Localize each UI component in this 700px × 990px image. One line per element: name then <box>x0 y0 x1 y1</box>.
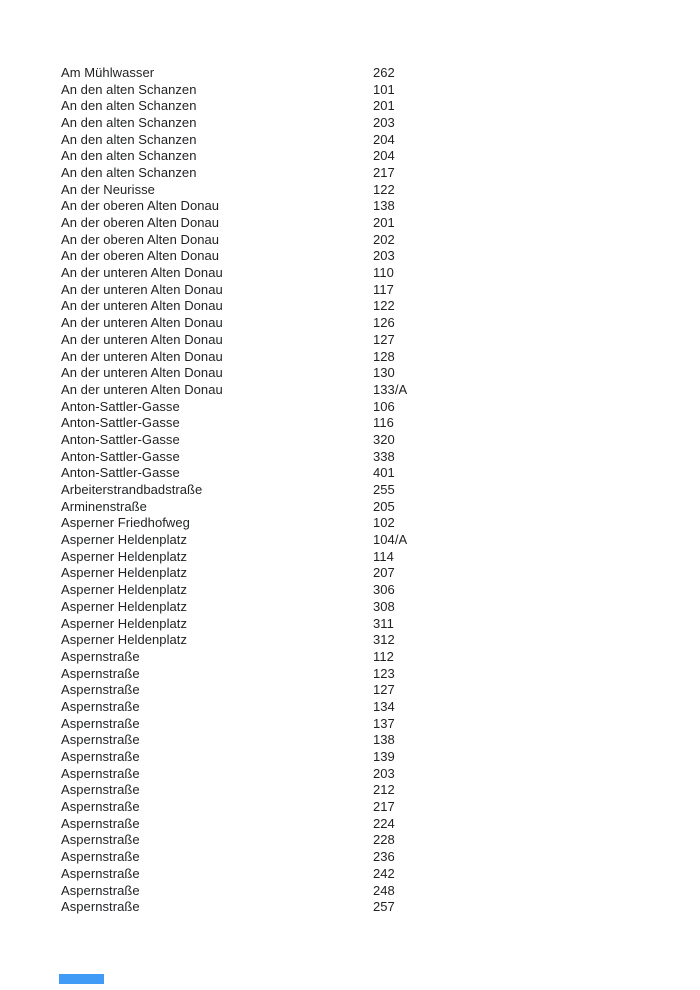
house-number-cell: 104/A <box>373 532 408 548</box>
table-row <box>61 431 407 448</box>
table-row <box>61 732 407 749</box>
table-row <box>61 698 407 715</box>
house-number-cell: 130 <box>373 365 395 381</box>
table-row <box>61 414 407 431</box>
table-row <box>61 481 407 498</box>
table-row <box>61 97 407 114</box>
street-name-cell: Aspernstraße <box>61 665 140 681</box>
table-row <box>61 131 407 148</box>
house-number-cell: 102 <box>373 515 395 531</box>
house-number-cell: 122 <box>373 181 395 197</box>
house-number-cell: 401 <box>373 465 395 481</box>
house-number-cell: 123 <box>373 665 395 681</box>
table-row <box>61 81 407 98</box>
house-number-cell: 217 <box>373 799 395 815</box>
table-row <box>61 548 407 565</box>
house-number-cell: 134 <box>373 698 395 714</box>
street-name-cell: An den alten Schanzen <box>61 98 197 114</box>
table-row <box>61 214 407 231</box>
table-row <box>61 715 407 732</box>
street-name-cell: Aspernstraße <box>61 782 140 798</box>
street-name-cell: Aspernstraße <box>61 698 140 714</box>
street-name-cell: An der unteren Alten Donau <box>61 348 223 364</box>
street-name-cell: Asperner Heldenplatz <box>61 632 188 648</box>
street-name-cell: An der unteren Alten Donau <box>61 281 223 297</box>
house-number-cell: 308 <box>373 598 395 614</box>
street-name-cell: Aspernstraße <box>61 865 140 881</box>
table-row <box>61 364 407 381</box>
street-name-cell: An den alten Schanzen <box>61 148 197 164</box>
house-number-cell: 212 <box>373 782 395 798</box>
table-row <box>61 164 407 181</box>
house-number-cell: 112 <box>373 648 394 664</box>
table-row <box>61 231 407 248</box>
house-number-cell: 236 <box>373 849 395 865</box>
table-row <box>61 615 407 632</box>
table-row <box>61 565 407 582</box>
table-row <box>61 782 407 799</box>
house-number-cell: 201 <box>373 98 395 114</box>
street-name-cell: Aspernstraße <box>61 682 140 698</box>
street-name-cell: Anton-Sattler-Gasse <box>61 398 180 414</box>
table-row <box>61 531 407 548</box>
house-number-cell: 114 <box>373 548 394 564</box>
street-name-cell: An der Neurisse <box>61 181 155 197</box>
table-row <box>61 581 407 598</box>
street-name-cell: Aspernstraße <box>61 899 140 915</box>
house-number-cell: 101 <box>373 81 395 97</box>
table-row <box>61 248 407 265</box>
street-name-cell: An der oberen Alten Donau <box>61 198 220 214</box>
table-row <box>61 181 407 198</box>
street-name-cell: An den alten Schanzen <box>61 164 197 180</box>
house-number-cell: 224 <box>373 815 395 831</box>
street-name-cell: Aspernstraße <box>61 799 140 815</box>
street-name-cell: An der unteren Alten Donau <box>61 381 223 397</box>
house-number-cell: 255 <box>373 482 395 498</box>
table-row <box>61 398 407 415</box>
street-name-cell: Arminenstraße <box>61 498 147 514</box>
table-row <box>61 147 407 164</box>
house-number-cell: 204 <box>373 131 395 147</box>
table-row <box>61 198 407 215</box>
house-number-cell: 106 <box>373 398 395 414</box>
house-number-cell: 203 <box>373 765 395 781</box>
house-number-cell: 117 <box>373 281 394 297</box>
table-row <box>61 314 407 331</box>
house-number-cell: 138 <box>373 732 395 748</box>
house-number-cell: 139 <box>373 749 395 765</box>
house-number-cell: 262 <box>373 64 395 80</box>
street-name-cell: An der unteren Alten Donau <box>61 365 223 381</box>
house-number-cell: 205 <box>373 498 395 514</box>
house-number-cell: 320 <box>373 431 395 447</box>
street-name-cell: Aspernstraße <box>61 732 140 748</box>
house-number-cell: 312 <box>373 632 395 648</box>
table-row <box>61 882 407 899</box>
street-name-cell: Aspernstraße <box>61 765 140 781</box>
table-row <box>61 765 407 782</box>
street-name-cell: An den alten Schanzen <box>61 131 197 147</box>
house-number-cell: 116 <box>373 415 394 431</box>
table-row <box>61 281 407 298</box>
street-name-cell: Asperner Heldenplatz <box>61 548 188 564</box>
house-number-cell: 133/A <box>373 381 408 397</box>
street-name-cell: Anton-Sattler-Gasse <box>61 415 180 431</box>
table-row <box>61 681 407 698</box>
table-row <box>61 665 407 682</box>
house-number-cell: 338 <box>373 448 395 464</box>
table-row <box>61 264 407 281</box>
house-number-cell: 242 <box>373 865 395 881</box>
street-name-cell: Am Mühlwasser <box>61 64 155 80</box>
street-name-cell: An der oberen Alten Donau <box>61 231 220 247</box>
house-number-cell: 248 <box>373 882 395 898</box>
table-row <box>61 465 407 482</box>
street-name-cell: An der unteren Alten Donau <box>61 265 223 281</box>
house-number-cell: 126 <box>373 315 395 331</box>
house-number-cell: 203 <box>373 114 395 130</box>
street-name-cell: Aspernstraße <box>61 882 140 898</box>
house-number-cell: 201 <box>373 215 395 231</box>
table-row <box>61 865 407 882</box>
house-number-cell: 127 <box>373 331 395 347</box>
street-name-cell: Aspernstraße <box>61 849 140 865</box>
street-name-cell: Aspernstraße <box>61 715 140 731</box>
house-number-cell: 202 <box>373 231 395 247</box>
table-row <box>61 832 407 849</box>
table-row <box>61 631 407 648</box>
street-name-cell: An der unteren Alten Donau <box>61 331 223 347</box>
house-number-cell: 217 <box>373 164 395 180</box>
street-name-cell: An der oberen Alten Donau <box>61 215 220 231</box>
table-row <box>61 114 407 131</box>
house-number-cell: 110 <box>373 265 394 281</box>
house-number-cell: 204 <box>373 148 395 164</box>
house-number-cell: 207 <box>373 565 395 581</box>
house-number-cell: 127 <box>373 682 395 698</box>
street-name-cell: Asperner Heldenplatz <box>61 615 188 631</box>
table-row <box>61 298 407 315</box>
table-row <box>61 898 407 915</box>
table-row <box>61 331 407 348</box>
street-name-cell: Asperner Heldenplatz <box>61 532 188 548</box>
street-name-cell: Asperner Friedhofweg <box>61 515 190 531</box>
table-row <box>61 648 407 665</box>
table-row <box>61 815 407 832</box>
street-name-cell: Asperner Heldenplatz <box>61 565 188 581</box>
street-name-cell: Anton-Sattler-Gasse <box>61 465 180 481</box>
street-name-cell: Anton-Sattler-Gasse <box>61 431 180 447</box>
street-name-cell: An den alten Schanzen <box>61 81 197 97</box>
house-number-cell: 137 <box>373 715 395 731</box>
street-name-cell: Arbeiterstrandbadstraße <box>61 482 203 498</box>
street-name-cell: Aspernstraße <box>61 648 140 664</box>
street-name-cell: An der unteren Alten Donau <box>61 298 223 314</box>
house-number-cell: 257 <box>373 899 395 915</box>
table-row <box>61 515 407 532</box>
house-number-cell: 138 <box>373 198 395 214</box>
street-name-cell: Aspernstraße <box>61 832 140 848</box>
table-row <box>61 848 407 865</box>
house-number-cell: 228 <box>373 832 395 848</box>
street-name-cell: Asperner Heldenplatz <box>61 598 188 614</box>
table-row <box>61 498 407 515</box>
house-number-cell: 128 <box>373 348 395 364</box>
selection-highlight <box>59 974 104 984</box>
street-name-cell: An den alten Schanzen <box>61 114 197 130</box>
street-name-cell: Aspernstraße <box>61 749 140 765</box>
table-row <box>61 348 407 365</box>
street-name-cell: An der unteren Alten Donau <box>61 315 223 331</box>
house-number-cell: 122 <box>373 298 395 314</box>
house-number-cell: 203 <box>373 248 395 264</box>
table-row <box>61 598 407 615</box>
street-name-cell: Aspernstraße <box>61 815 140 831</box>
address-list <box>61 64 407 915</box>
house-number-cell: 306 <box>373 582 395 598</box>
table-row <box>61 798 407 815</box>
street-name-cell: Anton-Sattler-Gasse <box>61 448 180 464</box>
street-name-cell: An der oberen Alten Donau <box>61 248 220 264</box>
table-row <box>61 381 407 398</box>
street-name-cell: Asperner Heldenplatz <box>61 582 188 598</box>
table-row <box>61 448 407 465</box>
table-row <box>61 64 407 81</box>
house-number-cell: 311 <box>373 615 394 631</box>
table-row <box>61 748 407 765</box>
